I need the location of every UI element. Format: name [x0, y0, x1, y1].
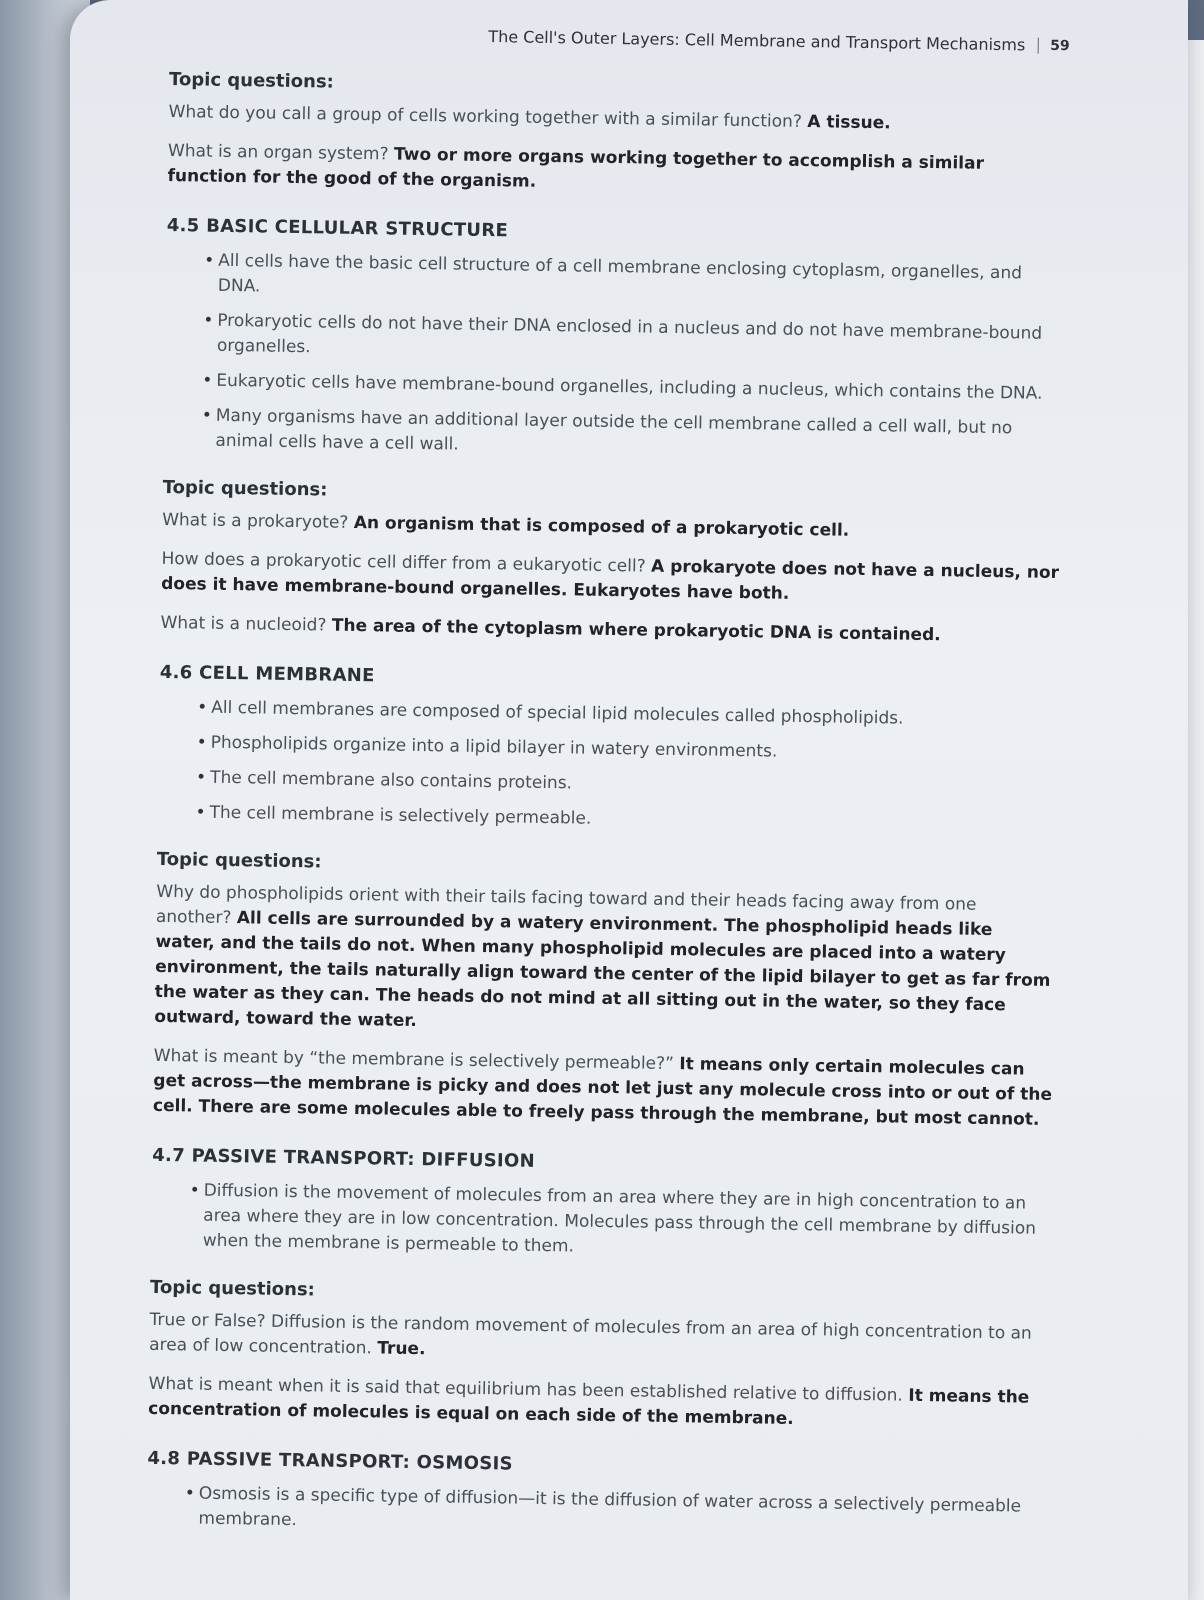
question-text: What is meant when it is said that equilibrium has been established relative to diffusion.: [148, 1373, 904, 1406]
section-heading: 4.7 PASSIVE TRANSPORT: DIFFUSION: [152, 1144, 536, 1172]
answer-text: True.: [377, 1338, 426, 1360]
question-answer: [148, 1372, 1049, 1436]
section-4-6: [153, 662, 1060, 1133]
answer-text: It means the concentration of molecules is equal on each side of the membrane.: [148, 1385, 1030, 1429]
question-text: What is a nucleoid?: [160, 612, 327, 636]
list-item: • Eukaryotic cells have membrane-bound organelles, including a nucleus, which contains the DNA.: [202, 369, 1064, 408]
question-text: What is a prokaryote?: [162, 509, 349, 533]
question-answer: [167, 139, 1068, 203]
list-item: • Prokaryotic cells do not have their DNA enclosed in a nucleus and do not have membrane-bound organelles.: [203, 309, 1066, 373]
page-content: [146, 22, 1070, 1569]
section-4-8: [146, 1448, 1047, 1545]
list-item: • Osmosis is a specific type of diffusion—it is the diffusion of water across a selectively permeable membrane.: [184, 1481, 1047, 1545]
question-text: What is an organ system?: [167, 140, 389, 165]
list-item: • Phospholipids organize into a lipid bilayer in watery environments.: [196, 731, 1058, 770]
bullet-list: [157, 695, 1059, 839]
answer-text: The area of the cytoplasm where prokaryotic DNA is contained.: [331, 615, 941, 646]
question-text: How does a prokaryotic cell differ from a eukaryotic cell?: [161, 548, 646, 577]
running-title: The Cell's Outer Layers: Cell Membrane and Transport Mechanisms: [488, 27, 1026, 55]
top-topic-questions: [167, 69, 1069, 203]
answer-text: A tissue.: [807, 112, 891, 134]
question-answer: [161, 547, 1062, 611]
bullet-list: [146, 1481, 1047, 1545]
topic-questions-heading: Topic questions:: [149, 1276, 316, 1301]
question-answer: [160, 611, 1060, 650]
list-item: • The cell membrane also contains proteins.: [196, 766, 1058, 805]
bullet-list: [151, 1178, 1052, 1267]
section-4-7: [148, 1145, 1052, 1436]
topic-questions-heading: Topic questions:: [162, 476, 328, 501]
question-answer: [162, 508, 1062, 547]
bullet-list: [163, 248, 1066, 467]
answer-text: An organism that is composed of a prokaryotic cell.: [353, 512, 850, 541]
question-answer: [168, 100, 1068, 139]
question-text: True or False? Diffusion is the random movement of molecules from an area of high concentration to an area of low concentration.: [149, 1309, 1032, 1359]
list-item: • All cell membranes are composed of special lipid molecules called phospholipids.: [197, 696, 1059, 735]
list-item: • Diffusion is the movement of molecules from an area where they are in high concentration to an area where they are in low concentration. Molecules pass through the cell membrane by diffusion when the membrane is permeable to them.: [189, 1178, 1052, 1267]
list-item: • The cell membrane is selectively permeable.: [195, 801, 1057, 840]
question-answer: [149, 1308, 1050, 1372]
topic-questions-heading: Topic questions:: [168, 68, 334, 93]
question-answer: [153, 1044, 1054, 1133]
answer-text: It means only certain molecules can get across—the membrane is picky and does not let just any molecule cross into or out of the cell. There are some molecules able to freely pass through the membrane, but most cannot.: [152, 1054, 1053, 1130]
running-header: [170, 22, 1070, 55]
question-answer: [154, 880, 1056, 1044]
section-heading: 4.5 BASIC CELLULAR STRUCTURE: [166, 214, 509, 242]
question-text: What do you call a group of cells working together with a similar function?: [168, 101, 803, 132]
question-text: Why do phospholipids orient with their tails facing toward and their heads facing away from one another?: [155, 881, 977, 929]
book-page: [70, 0, 1188, 1600]
topic-questions-heading: Topic questions:: [156, 848, 322, 873]
question-text: What is meant by “the membrane is selectively permeable?”: [153, 1045, 675, 1075]
answer-text: A prokaryote does not have a nucleus, nor does it have membrane-bound organelles. Eukaryotes have both.: [161, 556, 1060, 604]
page-number: 59: [1037, 37, 1070, 54]
list-item: • All cells have the basic cell structure of a cell membrane enclosing cytoplasm, organelles, and DNA.: [204, 249, 1067, 313]
list-item: • Many organisms have an additional layer outside the cell membrane called a cell wall, but no animal cells have a cell wall.: [201, 404, 1064, 468]
section-4-5: [160, 215, 1067, 650]
answer-text: Two or more organs working together to accomplish a similar function for the good of the organism.: [167, 144, 985, 192]
answer-text: All cells are surrounded by a watery environment. The phospholipid heads like water, and the tails do not. When many phospholipid molecules are placed into a watery environment, the tails naturally align toward the center of the lipid bilayer to get as far from the water as they can. The heads do not mind at all sitting out in the water, so they face outward, toward the water.: [154, 908, 1051, 1031]
section-heading: 4.6 CELL MEMBRANE: [159, 661, 375, 687]
section-heading: 4.8 PASSIVE TRANSPORT: OSMOSIS: [147, 1447, 514, 1475]
